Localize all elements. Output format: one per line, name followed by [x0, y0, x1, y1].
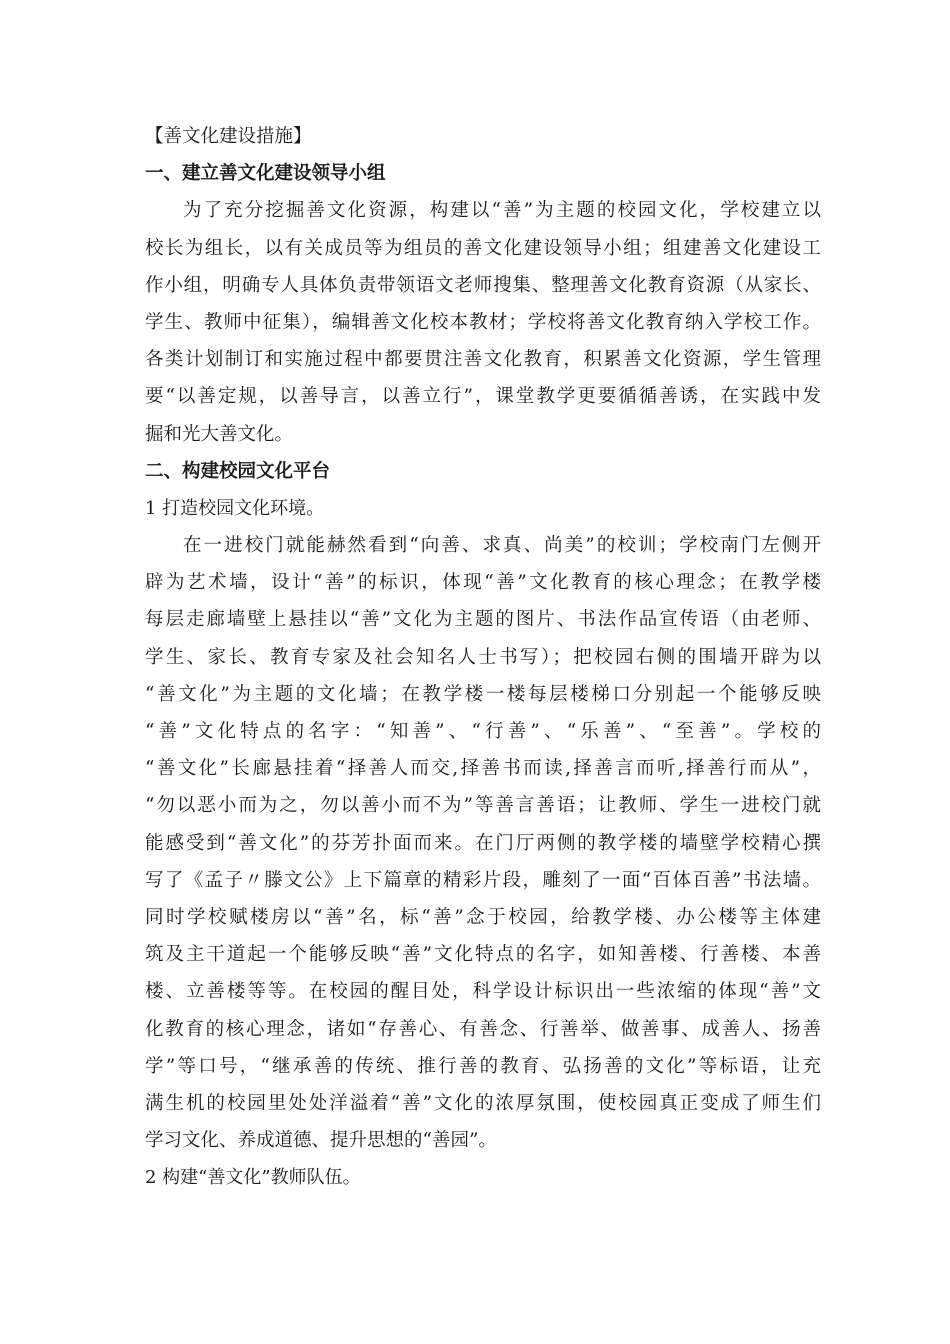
- paragraph-line: 学生、家长、教育专家及社会知名人士书写）；把校园右侧的围墙开辟为以: [145, 646, 821, 668]
- paragraph-line: 每层走廊墙壁上悬挂以“善”文化为主题的图片、书法作品宣传语（由老师、: [145, 609, 821, 631]
- paragraph-line: 掘和光大善文化。: [145, 423, 294, 445]
- subheading-teacher-team: 2 构建“善文化”教师队伍。: [145, 1167, 361, 1189]
- paragraph-line: 写了《孟子〃滕文公》上下篇章的精彩片段，雕刻了一面“百体百善”书法墙。: [145, 869, 821, 891]
- paragraph-line: 作小组，明确专人具体负责带领语文老师搜集、整理善文化教育资源（从家长、: [145, 274, 821, 296]
- subheading-campus-environment: 1 打造校园文化环境。: [145, 497, 325, 519]
- paragraph-line: 辟为艺术墙，设计“善”的标识，体现“善”文化教育的核心理念；在教学楼: [145, 572, 821, 594]
- document-body: [145, 118, 821, 1196]
- paragraph-line: 学”等口号，“继承善的传统、推行善的教育、弘扬善的文化”等标语，让充: [145, 1055, 821, 1077]
- paragraph-line: 学习文化、养成道德、提升思想的“善园”。: [145, 1130, 497, 1152]
- paragraph-line: 同时学校赋楼房以“善”名，标“善”念于校园，给教学楼、办公楼等主体建: [145, 906, 821, 928]
- paragraph-line: 筑及主干道起一个能够反映“善”文化特点的名字，如知善楼、行善楼、本善: [145, 944, 821, 966]
- paragraph-leadership-group: [145, 192, 821, 452]
- paragraph-line: 校长为组长，以有关成员等为组员的善文化建设领导小组；组建善文化建设工: [145, 237, 821, 259]
- paragraph-line: 要“以善定规，以善导言，以善立行”，课堂教学更要循循善诱，在实践中发: [145, 386, 821, 408]
- paragraph-line: “善文化”为主题的文化墙；在教学楼一楼每层楼梯口分别起一个能够反映: [145, 683, 821, 705]
- paragraph-line: “善文化”长廊悬挂着“择善人而交,择善书而读,择善言而听,择善行而从”，: [145, 758, 821, 780]
- paragraph-line: “勿以恶小而为之，勿以善小而不为”等善言善语；让教师、学生一进校门就: [145, 795, 821, 817]
- paragraph-line: 楼、立善楼等等。在校园的醒目处，科学设计标识出一些浓缩的体现“善”文: [145, 981, 821, 1003]
- paragraph-line: 各类计划制订和实施过程中都要贯注善文化教育，积累善文化资源，学生管理: [145, 349, 821, 371]
- heading-campus-culture-platform: 二、构建校园文化平台: [145, 460, 331, 482]
- paragraph-line: 为了充分挖掘善文化资源，构建以“善”为主题的校园文化，学校建立以: [183, 200, 821, 222]
- section-title: 【善文化建设措施】: [145, 126, 312, 147]
- paragraph-campus-environment: [145, 527, 821, 1159]
- paragraph-line: 满生机的校园里处处洋溢着“善”文化的浓厚氛围，使校园真正变成了师生们: [145, 1092, 821, 1114]
- paragraph-line: 在一进校门就能赫然看到“向善、求真、尚美”的校训；学校南门左侧开: [183, 535, 821, 557]
- paragraph-line: 能感受到“善文化”的芬芳扑面而来。在门厅两侧的教学楼的墙壁学校精心撰: [145, 832, 821, 854]
- paragraph-line: 化教育的核心理念，诸如“存善心、有善念、行善举、做善事、成善人、扬善: [145, 1018, 821, 1040]
- paragraph-line: 学生、教师中征集），编辑善文化校本教材；学校将善文化教育纳入学校工作。: [145, 311, 821, 333]
- heading-leadership-group: 一、建立善文化建设领导小组: [145, 163, 386, 185]
- paragraph-line: “善”文化特点的名字：“知善”、“行善”、“乐善”、“至善”。学校的: [145, 721, 821, 742]
